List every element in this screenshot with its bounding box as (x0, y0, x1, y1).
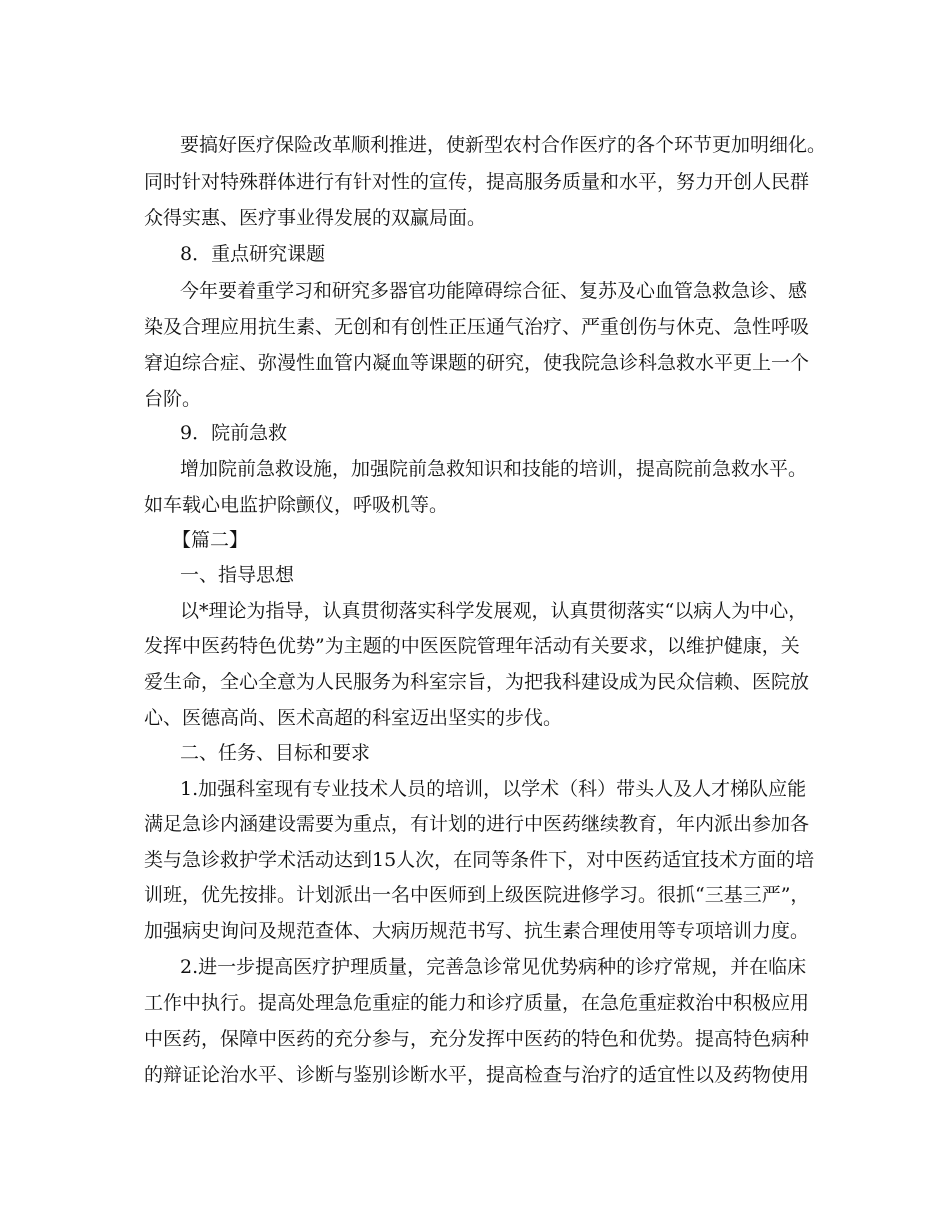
text-line: 心、医德高尚、医术高超的科室迈出坚实的步伐。 (144, 707, 563, 729)
text-line: 1.加强科室现有专业技术人员的培训，以学术（科）带头人及人才梯队应能 (180, 778, 807, 800)
text-line: 发挥中医药特色优势”为主题的中医医院管理年活动有关要求，以维护健康，关 (144, 635, 800, 657)
text-line: 加强病史询问及规范查体、大病历规范书写、抗生素合理使用等专项培训力度。 (144, 920, 810, 942)
text-line: 众得实惠、医疗事业得发展的双赢局面。 (144, 207, 487, 229)
text-line: 以*理论为指导，认真贯彻落实科学发展观，认真贯彻落实“以病人为中心， (180, 600, 808, 622)
text-line: 2.进一步提高医疗护理质量，完善急诊常见优势病种的诊疗常规，并在临床 (180, 956, 807, 978)
text-line: 如车载心电监护除颤仪，呼吸机等。 (144, 494, 449, 516)
text-line: 同时针对特殊群体进行有针对性的宣传，提高服务质量和水平，努力开创人民群 (144, 171, 810, 193)
text-line: 满足急诊内涵建设需要为重点，有计划的进行中医药继续教育，年内派出参加各 (144, 813, 810, 835)
text-line: 增加院前急救设施，加强院前急救知识和技能的培训，提高院前急救水平。 (180, 458, 808, 480)
text-line: 今年要着重学习和研究多器官功能障碍综合征、复苏及心血管急救急诊、感 (180, 280, 808, 302)
part-heading: 【篇二】 (172, 529, 249, 551)
section-heading: 9．院前急救 (180, 422, 288, 444)
text-line: 类与急诊救护学术活动达到15人次，在同等条件下，对中医药适宜技术方面的培 (144, 849, 815, 871)
text-line: 中医药，保障中医药的充分参与，充分发挥中医药的特色和优势。提高特色病种 (144, 1028, 810, 1050)
section-heading: 一、指导思想 (180, 564, 295, 586)
text-line: 训班，优先按排。计划派出一名中医师到上级医院进修学习。很抓“三基三严”， (144, 884, 810, 906)
section-heading: 8．重点研究课题 (180, 243, 326, 265)
text-line: 爱生命，全心全意为人民服务为科室宗旨，为把我科建设成为民众信赖、医院放 (144, 671, 810, 693)
text-line: 台阶。 (144, 388, 202, 410)
text-line: 窘迫综合症、弥漫性血管内凝血等课题的研究，使我院急诊科急救水平更上一个 (144, 352, 810, 374)
text-line: 要搞好医疗保险改革顺利推进，使新型农村合作医疗的各个环节更加明细化。 (180, 134, 827, 156)
text-line: 工作中执行。提高处理急危重症的能力和诊疗质量，在急危重症救治中积极应用 (144, 992, 810, 1014)
text-line: 的辩证论治水平、诊断与鉴别诊断水平，提高检查与治疗的适宜性以及药物使用 (144, 1064, 810, 1086)
text-line: 染及合理应用抗生素、无创和有创性正压通气治疗、严重创伤与休克、急性呼吸 (144, 316, 810, 338)
section-heading: 二、任务、目标和要求 (180, 742, 371, 764)
